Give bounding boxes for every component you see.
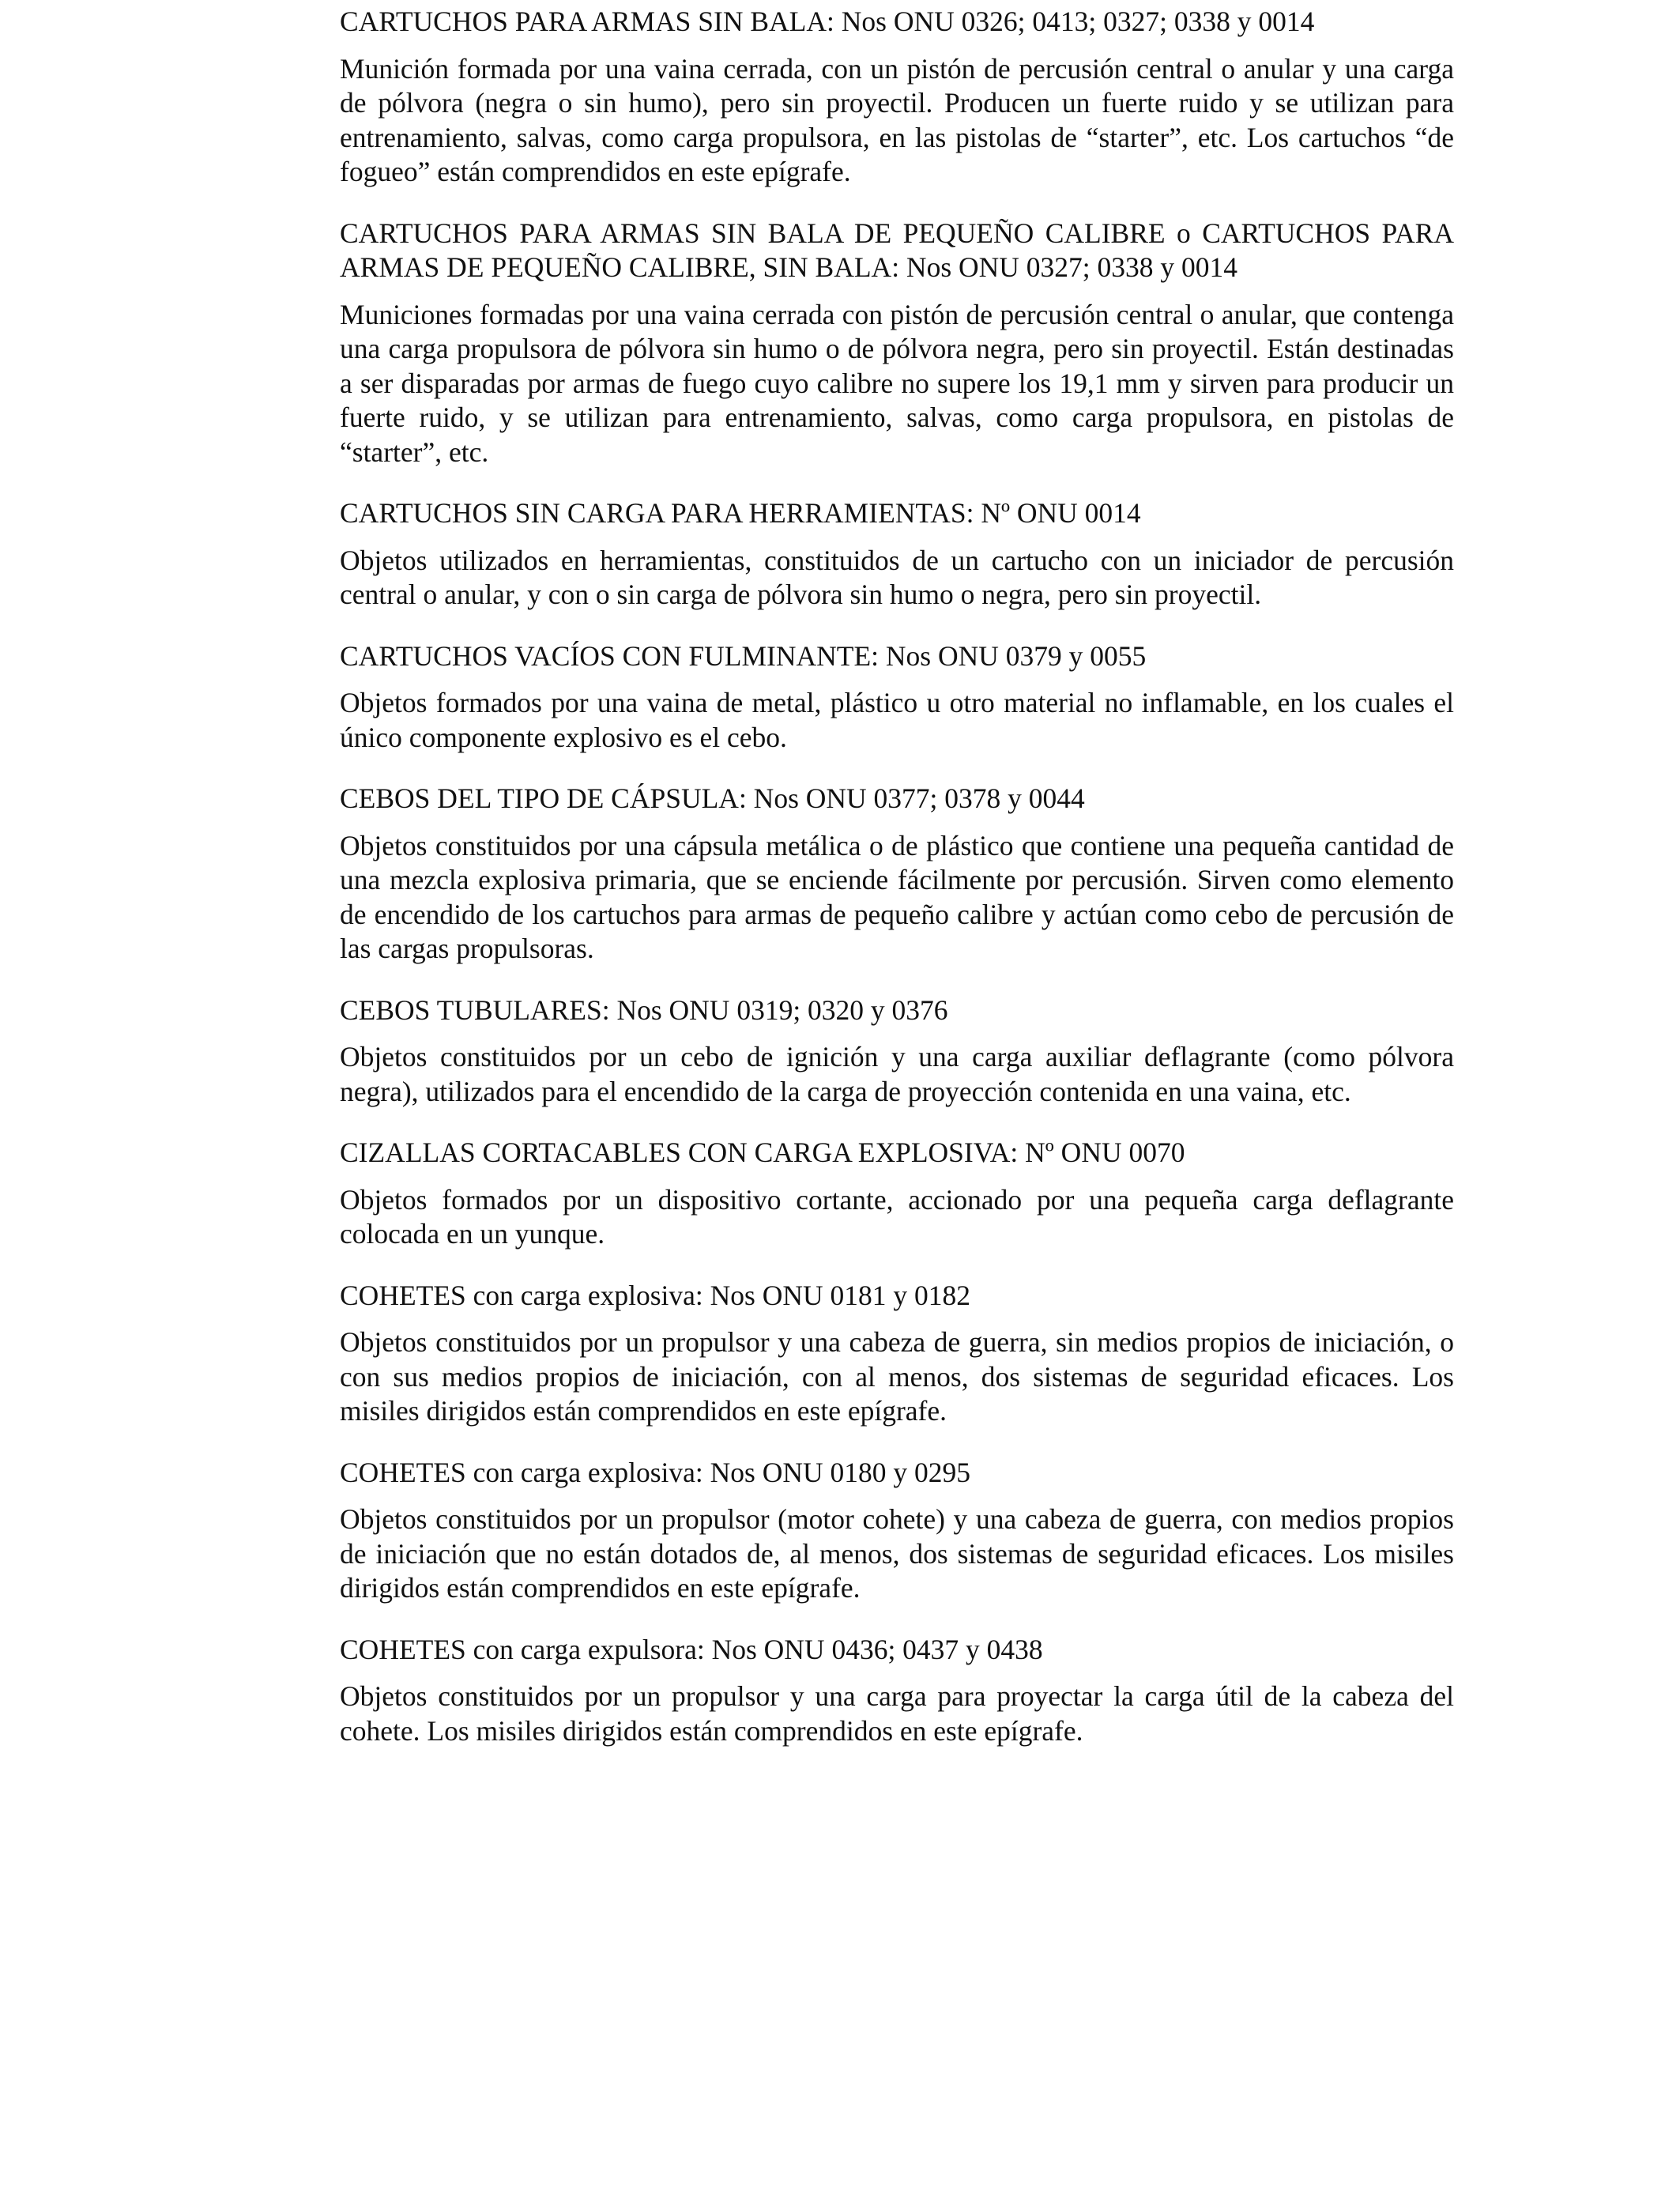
entry-cartuchos-pequeno-calibre (340, 217, 1454, 470)
entry-description: Municiones formadas por una vaina cerrada con pistón de percusión central o anular, que contenga una carga propulsora de pólvora sin humo o de pólvora negra, pero sin proyectil. Están destinadas a ser disparadas por armas de fuego cuyo calibre no supere los 19,1 mm y sirven para producir un fuerte ruido, y se utilizan para entrenamiento, salvas, como carga propulsora, en pistolas de “starter”, etc. (340, 298, 1454, 468)
entry-cartuchos-herramientas (340, 496, 1454, 613)
entry-description: Objetos utilizados en herramientas, constituidos de un cartucho con un iniciador de percusión central o anular, y con o sin carga de pólvora sin humo o negra, pero sin proyectil. (340, 544, 1454, 610)
entry-heading: CARTUCHOS PARA ARMAS SIN BALA DE PEQUEÑO CALIBRE o CARTUCHOS PARA ARMAS DE PEQUEÑO CALIBRE, SIN BALA: Nos ONU 0327; 0338 y 0014 (340, 217, 1454, 283)
entry-cartuchos-armas-sin-bala (340, 5, 1454, 190)
entry-heading: CEBOS DEL TIPO DE CÁPSULA: Nos ONU 0377; 0378 y 0044 (340, 782, 1085, 814)
entry-description: Objetos constituidos por un cebo de ignición y una carga auxiliar deflagrante (como pólvora negra), utilizados para el encendido de la carga de proyección contenida en una vaina, etc. (340, 1041, 1454, 1107)
entry-heading: COHETES con carga explosiva: Nos ONU 0181 y 0182 (340, 1279, 970, 1311)
entry-cebos-capsula (340, 782, 1454, 967)
entry-description: Objetos constituidos por una cápsula metálica o de plástico que contiene una pequeña cantidad de una mezcla explosiva primaria, que se enciende fácilmente por percusión. Sirven como elemento de encendido de los cartuchos para armas de pequeño calibre y actúan como cebo de percusión de las cargas propulsoras. (340, 829, 1454, 964)
entry-description: Munición formada por una vaina cerrada, con un pistón de percusión central o anular y una carga de pólvora (negra o sin humo), pero sin proyectil. Producen un fuerte ruido y se utilizan para entrenamiento, salvas, como carga propulsora, en las pistolas de “starter”, etc. Los cartuchos “de fogueo” están comprendidos en este epígrafe. (340, 52, 1454, 187)
entry-description: Objetos constituidos por un propulsor y una cabeza de guerra, sin medios propios de iniciación, o con sus medios propios de iniciación, con al menos, dos sistemas de seguridad eficaces. Los misiles dirigidos están comprendidos en este epígrafe. (340, 1326, 1454, 1427)
entry-heading: CEBOS TUBULARES: Nos ONU 0319; 0320 y 0376 (340, 993, 948, 1026)
entry-cohetes-explosiva-0180 (340, 1456, 1454, 1606)
entry-heading: CARTUCHOS SIN CARGA PARA HERRAMIENTAS: Nº ONU 0014 (340, 497, 1141, 529)
entry-description: Objetos formados por una vaina de metal, plástico u otro material no inflamable, en los cuales el único componente explosivo es el cebo. (340, 687, 1454, 753)
entry-heading: CARTUCHOS VACÍOS CON FULMINANTE: Nos ONU 0379 y 0055 (340, 639, 1147, 672)
entry-cizallas-cortacables (340, 1136, 1454, 1252)
document-body (340, 0, 1454, 1775)
entry-heading: COHETES con carga expulsora: Nos ONU 0436; 0437 y 0438 (340, 1633, 1043, 1665)
entry-cohetes-expulsora (340, 1633, 1454, 1749)
entry-cartuchos-vacios (340, 639, 1454, 756)
entry-heading: COHETES con carga explosiva: Nos ONU 0180 y 0295 (340, 1456, 970, 1488)
entry-cebos-tubulares (340, 993, 1454, 1110)
entry-description: Objetos formados por un dispositivo cortante, accionado por una pequeña carga deflagrante colocada en un yunque. (340, 1183, 1454, 1250)
entry-cohetes-explosiva-0181 (340, 1279, 1454, 1429)
entry-description: Objetos constituidos por un propulsor (motor cohete) y una cabeza de guerra, con medios propios de iniciación que no están dotados de, al menos, dos sistemas de seguridad eficaces. Los misiles dirigidos están comprendidos en este epígrafe. (340, 1503, 1454, 1604)
entry-description: Objetos constituidos por un propulsor y una carga para proyectar la carga útil de la cabeza del cohete. Los misiles dirigidos están comprendidos en este epígrafe. (340, 1680, 1454, 1747)
entry-heading: CIZALLAS CORTACABLES CON CARGA EXPLOSIVA: Nº ONU 0070 (340, 1137, 1185, 1168)
entry-heading: CARTUCHOS PARA ARMAS SIN BALA: Nos ONU 0326; 0413; 0327; 0338 y 0014 (340, 6, 1315, 37)
